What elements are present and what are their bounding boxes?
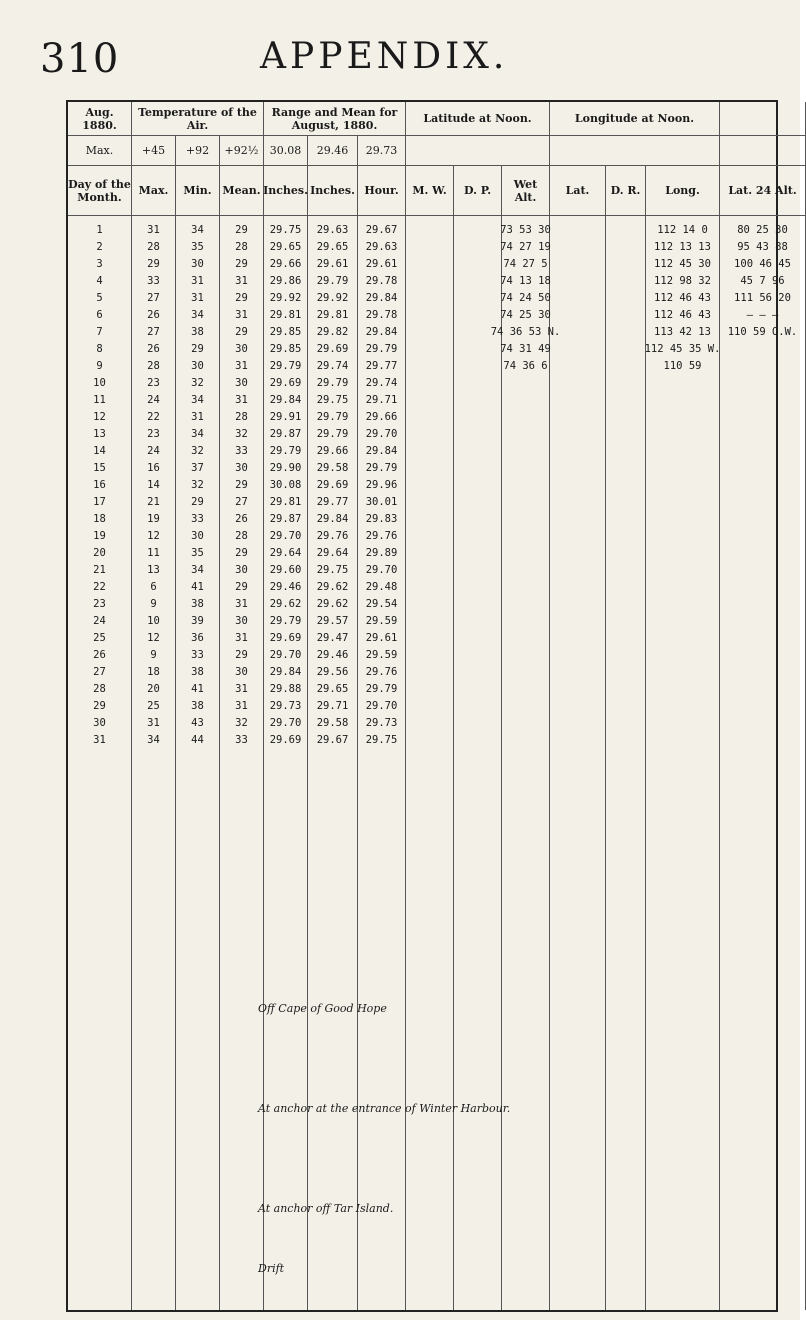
summary-c1: +45 [132,136,176,166]
long-cell: 113 42 13 [654,326,711,338]
bar-min-cell: 29.65 [316,241,349,253]
bar-max-cell: 29.84 [269,394,302,406]
right-cell: 100 46 45 [734,258,791,270]
max-cell: 29 [147,258,160,270]
bar-min-cell: 29.46 [316,649,349,661]
bar-min-cell: 29.62 [316,598,349,610]
bar-mean-cell: 29.79 [365,462,398,474]
col-mw: M. W. [406,166,454,216]
col-dp: D. P. [454,166,502,216]
max-cell: 16 [147,462,160,474]
mean-cell: 29 [235,547,248,559]
min-cell: 43 [191,717,204,729]
mean-cell: 29 [235,326,248,338]
day-cell: 5 [96,292,103,304]
day-cell: 2 [96,241,103,253]
day-cell: 27 [93,666,106,678]
mean-cell: 31 [235,360,248,372]
right-cell: 111 56 20 [734,292,791,304]
bar-min-cell: 29.79 [316,428,349,440]
col-inches1: Inches. [264,166,308,216]
bar-min-cell: 29.79 [316,377,349,389]
bar-max-cell: 29.84 [269,666,302,678]
bar-min-cell: 29.62 [316,581,349,593]
bar-mean-cell: 29.89 [365,547,398,559]
mean-cell: 31 [235,394,248,406]
col-lat: Lat. [550,166,606,216]
bar-min-cell: 29.81 [316,309,349,321]
bar-min-cell: 29.71 [316,700,349,712]
max-cell: 25 [147,700,160,712]
bar-max-cell: 29.73 [269,700,302,712]
column-maxima [132,216,176,1310]
lat-cell: 74 13 18 [500,275,551,287]
day-cell: 12 [93,411,106,423]
running-head: APPENDIX. [260,36,509,77]
long-cell: 112 14 0 [657,224,708,236]
mean-cell: 29 [235,258,248,270]
bar-max-cell: 29.70 [269,717,302,729]
long-cell: 112 46 43 [654,292,711,304]
mean-cell: 29 [235,581,248,593]
bar-max-cell: 29.69 [269,632,302,644]
bar-mean-cell: 29.96 [365,479,398,491]
mean-cell: 31 [235,700,248,712]
mean-cell: 28 [235,530,248,542]
bar-max-cell: 29.87 [269,513,302,525]
day-cell: 25 [93,632,106,644]
min-cell: 31 [191,292,204,304]
max-cell: 21 [147,496,160,508]
bar-min-cell: 29.61 [316,258,349,270]
max-cell: 33 [147,275,160,287]
min-cell: 32 [191,479,204,491]
bar-min-cell: 29.47 [316,632,349,644]
max-cell: 12 [147,632,160,644]
position-note-2: At anchor at the entrance of Winter Harbour. [258,1102,511,1115]
day-cell: 1 [96,224,103,236]
header-spare [720,102,806,136]
bar-max-cell: 29.85 [269,343,302,355]
min-cell: 44 [191,734,204,746]
bar-mean-cell: 29.78 [365,309,398,321]
column-right-block [720,216,806,1310]
header-long-top: Longitude at Noon. [550,102,720,136]
lat-cell: 73 53 30 [500,224,551,236]
max-cell: 28 [147,241,160,253]
day-cell: 31 [93,734,106,746]
bar-max-cell: 30.08 [269,479,302,491]
summary-c4: 30.08 [264,136,308,166]
min-cell: 36 [191,632,204,644]
min-cell: 32 [191,445,204,457]
min-cell: 29 [191,343,204,355]
bar-min-cell: 29.66 [316,445,349,457]
mean-cell: 33 [235,734,248,746]
day-cell: 6 [96,309,103,321]
header-aug: Aug. 1880. [68,102,132,136]
header-title: Range and Mean for August, 1880. [264,102,406,136]
column-bar-min [308,216,358,1310]
day-cell: 4 [96,275,103,287]
column-third [220,216,264,1310]
max-cell: 11 [147,547,160,559]
right-cell: 80 25 30 [737,224,788,236]
bar-max-cell: 29.66 [269,258,302,270]
summary-blank-c [720,136,806,166]
max-cell: 34 [147,734,160,746]
bar-mean-cell: 29.48 [365,581,398,593]
mean-cell: 31 [235,309,248,321]
lat-cell: 74 31 49 [500,343,551,355]
bar-max-cell: 29.65 [269,241,302,253]
day-cell: 24 [93,615,106,627]
min-cell: 34 [191,428,204,440]
column-blank-3 [550,216,606,1310]
bar-min-cell: 29.58 [316,717,349,729]
bar-min-cell: 29.77 [316,496,349,508]
min-cell: 30 [191,258,204,270]
min-cell: 30 [191,360,204,372]
bar-max-cell: 29.75 [269,224,302,236]
bar-mean-cell: 29.59 [365,649,398,661]
max-cell: 24 [147,445,160,457]
min-cell: 34 [191,564,204,576]
max-cell: 10 [147,615,160,627]
bar-mean-cell: 29.76 [365,530,398,542]
max-cell: 23 [147,377,160,389]
max-cell: 26 [147,343,160,355]
min-cell: 30 [191,530,204,542]
data-table [66,100,798,1312]
bar-min-cell: 29.76 [316,530,349,542]
bar-mean-cell: 29.83 [365,513,398,525]
min-cell: 41 [191,683,204,695]
min-cell: 33 [191,513,204,525]
column-blank-2 [454,216,502,1310]
bar-mean-cell: 29.71 [365,394,398,406]
bar-max-cell: 29.92 [269,292,302,304]
bar-min-cell: 29.64 [316,547,349,559]
column-blank-4 [606,216,646,1310]
day-cell: 20 [93,547,106,559]
mean-cell: 30 [235,615,248,627]
column-minima [176,216,220,1310]
max-cell: 9 [150,649,157,661]
day-cell: 30 [93,717,106,729]
lat-cell: 74 24 50 [500,292,551,304]
lat-cell: 74 36 53 N. [490,326,561,338]
col-max: Max. [132,166,176,216]
long-cell: 110 59 [663,360,702,372]
lat-cell: 74 36 6 [503,360,548,372]
min-cell: 31 [191,275,204,287]
bar-mean-cell: 29.84 [365,326,398,338]
col-lat-noon: Lat. 24 Alt. [720,166,806,216]
min-cell: 38 [191,700,204,712]
day-cell: 16 [93,479,106,491]
long-cell: 112 46 43 [654,309,711,321]
col-wt: Wet Alt. [502,166,550,216]
bar-min-cell: 29.92 [316,292,349,304]
summary-blank-b [550,136,720,166]
day-cell: 18 [93,513,106,525]
min-cell: 38 [191,598,204,610]
bar-min-cell: 29.69 [316,343,349,355]
mean-cell: 32 [235,717,248,729]
page-number: 310 [40,36,120,82]
summary-blank-a [406,136,550,166]
right-cell: 95 43 88 [737,241,788,253]
mean-cell: 29 [235,479,248,491]
max-cell: 13 [147,564,160,576]
table-grid [68,102,798,1310]
bar-min-cell: 29.69 [316,479,349,491]
long-cell: 112 45 30 [654,258,711,270]
col-mean: Mean. [220,166,264,216]
min-cell: 38 [191,326,204,338]
mean-cell: 30 [235,462,248,474]
day-cell: 8 [96,343,103,355]
bar-min-cell: 29.65 [316,683,349,695]
min-cell: 31 [191,411,204,423]
bar-max-cell: 29.60 [269,564,302,576]
mean-cell: 28 [235,411,248,423]
bar-max-cell: 29.64 [269,547,302,559]
column-days [68,216,132,1310]
day-cell: 3 [96,258,103,270]
summary-day: Max. [68,136,132,166]
header-thermo: Temperature of the Air. [132,102,264,136]
min-cell: 39 [191,615,204,627]
mean-cell: 30 [235,666,248,678]
column-bar-mean [358,216,406,1310]
mean-cell: 33 [235,445,248,457]
min-cell: 38 [191,666,204,678]
lat-cell: 74 27 5 [503,258,548,270]
max-cell: 26 [147,309,160,321]
bar-min-cell: 29.63 [316,224,349,236]
mean-cell: 31 [235,632,248,644]
max-cell: 27 [147,292,160,304]
lat-cell: 74 27 19 [500,241,551,253]
bar-mean-cell: 29.54 [365,598,398,610]
day-cell: 26 [93,649,106,661]
day-cell: 29 [93,700,106,712]
right-cell: — — — [746,309,779,321]
max-cell: 31 [147,717,160,729]
day-cell: 23 [93,598,106,610]
mean-cell: 26 [235,513,248,525]
bar-mean-cell: 29.84 [365,292,398,304]
bar-min-cell: 29.84 [316,513,349,525]
summary-c6: 29.73 [358,136,406,166]
right-cell: 110 59 O.W. [727,326,798,338]
max-cell: 12 [147,530,160,542]
col-dr: D. R. [606,166,646,216]
bar-mean-cell: 29.74 [365,377,398,389]
bar-max-cell: 29.69 [269,734,302,746]
day-cell: 13 [93,428,106,440]
summary-c2: +92 [176,136,220,166]
col-long: Long. [646,166,720,216]
position-note-3: At anchor off Tar Island. [258,1202,394,1215]
min-cell: 33 [191,649,204,661]
day-cell: 19 [93,530,106,542]
bar-mean-cell: 29.61 [365,258,398,270]
min-cell: 34 [191,394,204,406]
bar-max-cell: 29.86 [269,275,302,287]
bar-min-cell: 29.75 [316,564,349,576]
bar-max-cell: 29.90 [269,462,302,474]
min-cell: 37 [191,462,204,474]
bar-mean-cell: 29.79 [365,683,398,695]
max-cell: 27 [147,326,160,338]
bar-max-cell: 29.88 [269,683,302,695]
bar-mean-cell: 29.61 [365,632,398,644]
bar-min-cell: 29.56 [316,666,349,678]
max-cell: 19 [147,513,160,525]
bar-mean-cell: 29.66 [365,411,398,423]
bar-mean-cell: 29.70 [365,700,398,712]
day-cell: 10 [93,377,106,389]
max-cell: 20 [147,683,160,695]
bar-mean-cell: 29.63 [365,241,398,253]
mean-cell: 28 [235,241,248,253]
max-cell: 6 [150,581,157,593]
bar-max-cell: 29.69 [269,377,302,389]
bar-mean-cell: 29.79 [365,343,398,355]
bar-max-cell: 29.62 [269,598,302,610]
lat-cell: 74 25 30 [500,309,551,321]
bar-min-cell: 29.58 [316,462,349,474]
day-cell: 14 [93,445,106,457]
col-hour: Hour. [358,166,406,216]
bar-max-cell: 29.70 [269,649,302,661]
mean-cell: 29 [235,224,248,236]
bar-mean-cell: 29.73 [365,717,398,729]
bar-max-cell: 29.81 [269,309,302,321]
col-min: Min. [176,166,220,216]
day-cell: 11 [93,394,106,406]
day-cell: 7 [96,326,103,338]
max-cell: 18 [147,666,160,678]
bar-max-cell: 29.81 [269,496,302,508]
bar-min-cell: 29.74 [316,360,349,372]
min-cell: 29 [191,496,204,508]
bar-mean-cell: 30.01 [365,496,398,508]
summary-c3: +92½ [220,136,264,166]
bar-max-cell: 29.79 [269,445,302,457]
max-cell: 9 [150,598,157,610]
max-cell: 28 [147,360,160,372]
bar-mean-cell: 29.67 [365,224,398,236]
bar-min-cell: 29.79 [316,275,349,287]
min-cell: 35 [191,547,204,559]
bar-min-cell: 29.75 [316,394,349,406]
bar-mean-cell: 29.59 [365,615,398,627]
column-bar-max [264,216,308,1310]
bar-max-cell: 29.79 [269,360,302,372]
bar-mean-cell: 29.70 [365,428,398,440]
day-cell: 21 [93,564,106,576]
min-cell: 41 [191,581,204,593]
bar-mean-cell: 29.76 [365,666,398,678]
day-cell: 9 [96,360,103,372]
right-cell: 45 7 96 [740,275,785,287]
mean-cell: 30 [235,377,248,389]
bar-max-cell: 29.46 [269,581,302,593]
max-cell: 22 [147,411,160,423]
bar-min-cell: 29.79 [316,411,349,423]
mean-cell: 30 [235,564,248,576]
bar-mean-cell: 29.78 [365,275,398,287]
min-cell: 35 [191,241,204,253]
long-cell: 112 13 13 [654,241,711,253]
mean-cell: 31 [235,598,248,610]
mean-cell: 29 [235,292,248,304]
column-long [646,216,720,1310]
col-inches2: Inches. [308,166,358,216]
max-cell: 24 [147,394,160,406]
position-note-4: Drift [258,1262,285,1275]
bar-min-cell: 29.67 [316,734,349,746]
bar-mean-cell: 29.77 [365,360,398,372]
bar-max-cell: 29.70 [269,530,302,542]
max-cell: 14 [147,479,160,491]
bar-max-cell: 29.91 [269,411,302,423]
bar-min-cell: 29.57 [316,615,349,627]
day-cell: 15 [93,462,106,474]
column-lat [490,216,561,1310]
mean-cell: 32 [235,428,248,440]
header-lat-top: Latitude at Noon. [406,102,550,136]
bar-max-cell: 29.85 [269,326,302,338]
summary-c5: 29.46 [308,136,358,166]
min-cell: 34 [191,309,204,321]
mean-cell: 31 [235,683,248,695]
mean-cell: 29 [235,649,248,661]
bar-mean-cell: 29.75 [365,734,398,746]
long-cell: 112 45 35 W. [644,343,721,355]
bar-min-cell: 29.82 [316,326,349,338]
long-cell: 112 98 32 [654,275,711,287]
min-cell: 32 [191,377,204,389]
day-cell: 22 [93,581,106,593]
bar-max-cell: 29.79 [269,615,302,627]
column-blank-1 [406,216,454,1310]
max-cell: 31 [147,224,160,236]
col-day: Day of the Month. [68,166,132,216]
day-cell: 28 [93,683,106,695]
min-cell: 34 [191,224,204,236]
mean-cell: 27 [235,496,248,508]
mean-cell: 31 [235,275,248,287]
day-cell: 17 [93,496,106,508]
mean-cell: 30 [235,343,248,355]
position-note-1: Off Cape of Good Hope [258,1002,387,1015]
bar-max-cell: 29.87 [269,428,302,440]
max-cell: 23 [147,428,160,440]
bar-mean-cell: 29.84 [365,445,398,457]
bar-mean-cell: 29.70 [365,564,398,576]
